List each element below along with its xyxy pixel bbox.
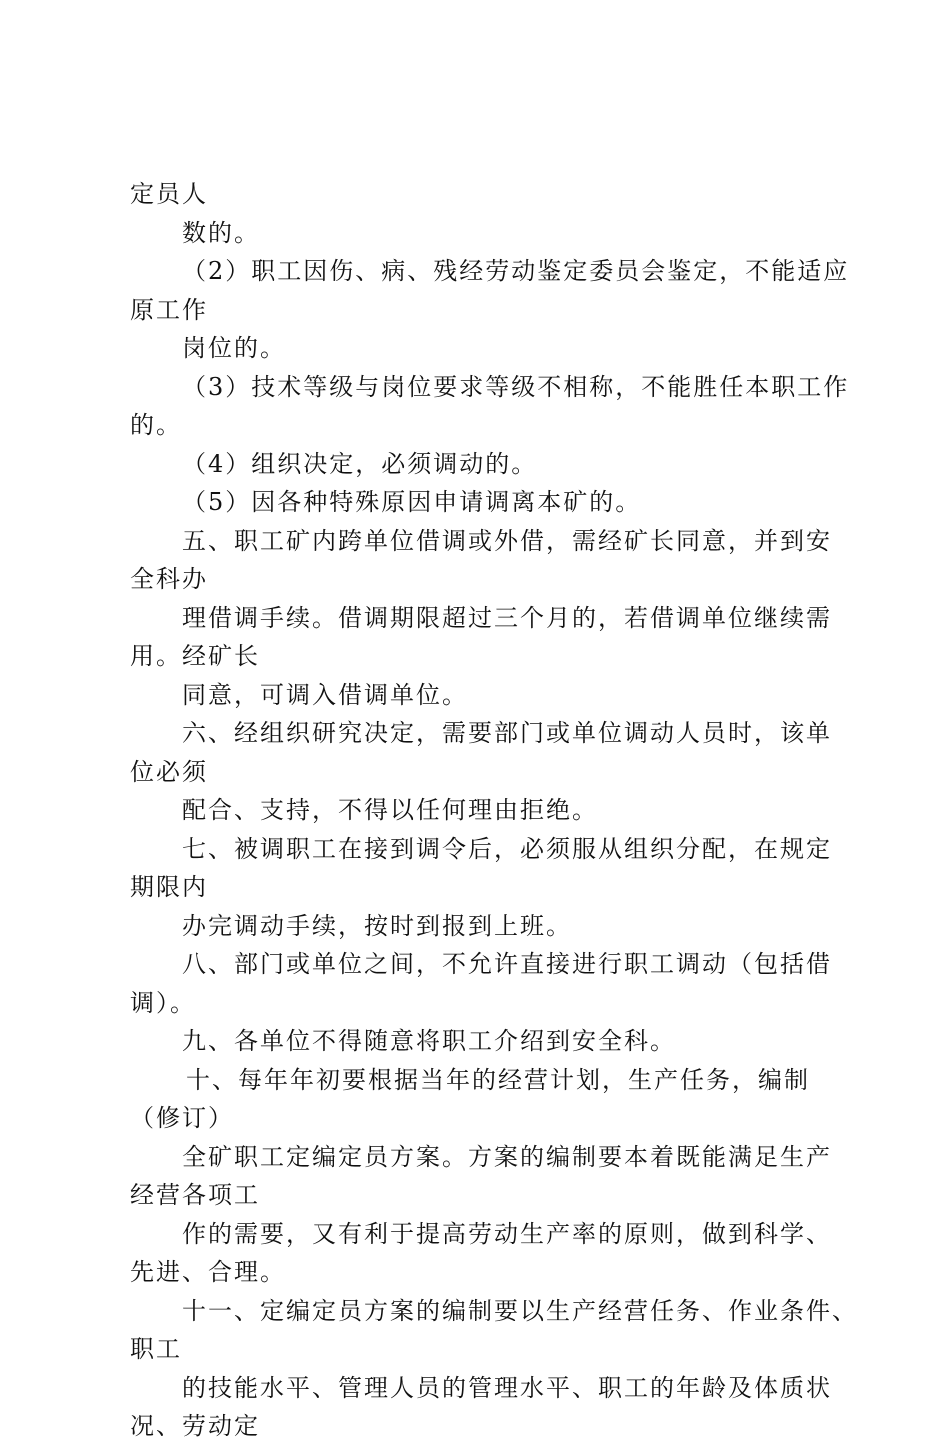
text-line: 五、职工矿内跨单位借调或外借，需经矿长同意，并到安 xyxy=(182,526,832,555)
text-line: （2）职工因伤、病、残经劳动鉴定委员会鉴定，不能适应 xyxy=(182,257,850,285)
text-line: 定员人 xyxy=(130,180,208,208)
text-line: 办完调动手续，按时到报到上班。 xyxy=(182,911,572,940)
text-line: 理借调手续。借调期限超过三个月的，若借调单位继续需 xyxy=(182,603,832,632)
text-line: 全科办 xyxy=(130,565,208,593)
text-line: 九、各单位不得随意将职工介绍到安全科。 xyxy=(182,1027,676,1055)
text-line: 六、经组织研究决定，需要部门或单位调动人员时，该单 xyxy=(182,719,832,747)
text-line: 岗位的。 xyxy=(182,334,286,362)
text-line: 调）。 xyxy=(130,988,196,1017)
text-line: 况、劳动定 xyxy=(130,1412,260,1440)
text-line: 七、被调职工在接到调令后，必须服从组织分配，在规定 xyxy=(182,834,832,863)
text-line: 的。 xyxy=(130,411,182,439)
text-line: （5）因各种特殊原因申请调离本矿的。 xyxy=(182,488,642,516)
text-line: 全矿职工定编定员方案。方案的编制要本着既能满足生产 xyxy=(182,1142,832,1171)
text-line: 十、每年年初要根据当年的经营计划，生产任务，编制 xyxy=(186,1065,810,1094)
text-line: 职工 xyxy=(130,1335,182,1363)
text-line: 的技能水平、管理人员的管理水平、职工的年龄及体质状 xyxy=(182,1373,832,1402)
text-line: 原工作 xyxy=(130,295,208,324)
text-line: （3）技术等级与岗位要求等级不相称，不能胜任本职工作 xyxy=(182,372,850,401)
text-line: 经营各项工 xyxy=(130,1181,260,1209)
text-line: 期限内 xyxy=(130,873,208,901)
document-body xyxy=(130,175,858,1446)
text-line: （修订） xyxy=(130,1104,234,1132)
text-line: 同意，可调入借调单位。 xyxy=(182,680,468,709)
text-line: 先进、合理。 xyxy=(130,1258,286,1286)
text-line: 位必须 xyxy=(130,757,208,786)
text-line: 配合、支持，不得以任何理由拒绝。 xyxy=(182,796,598,824)
text-line: 作的需要，又有利于提高劳动生产率的原则，做到科学、 xyxy=(182,1219,832,1248)
text-line: 用。经矿长 xyxy=(130,642,260,670)
text-line: （4）组织决定，必须调动的。 xyxy=(182,449,538,478)
text-line: 十一、定编定员方案的编制要以生产经营任务、作业条件、 xyxy=(182,1296,858,1325)
text-line: 数的。 xyxy=(182,218,260,247)
text-line: 八、部门或单位之间，不允许直接进行职工调动（包括借 xyxy=(182,950,832,978)
